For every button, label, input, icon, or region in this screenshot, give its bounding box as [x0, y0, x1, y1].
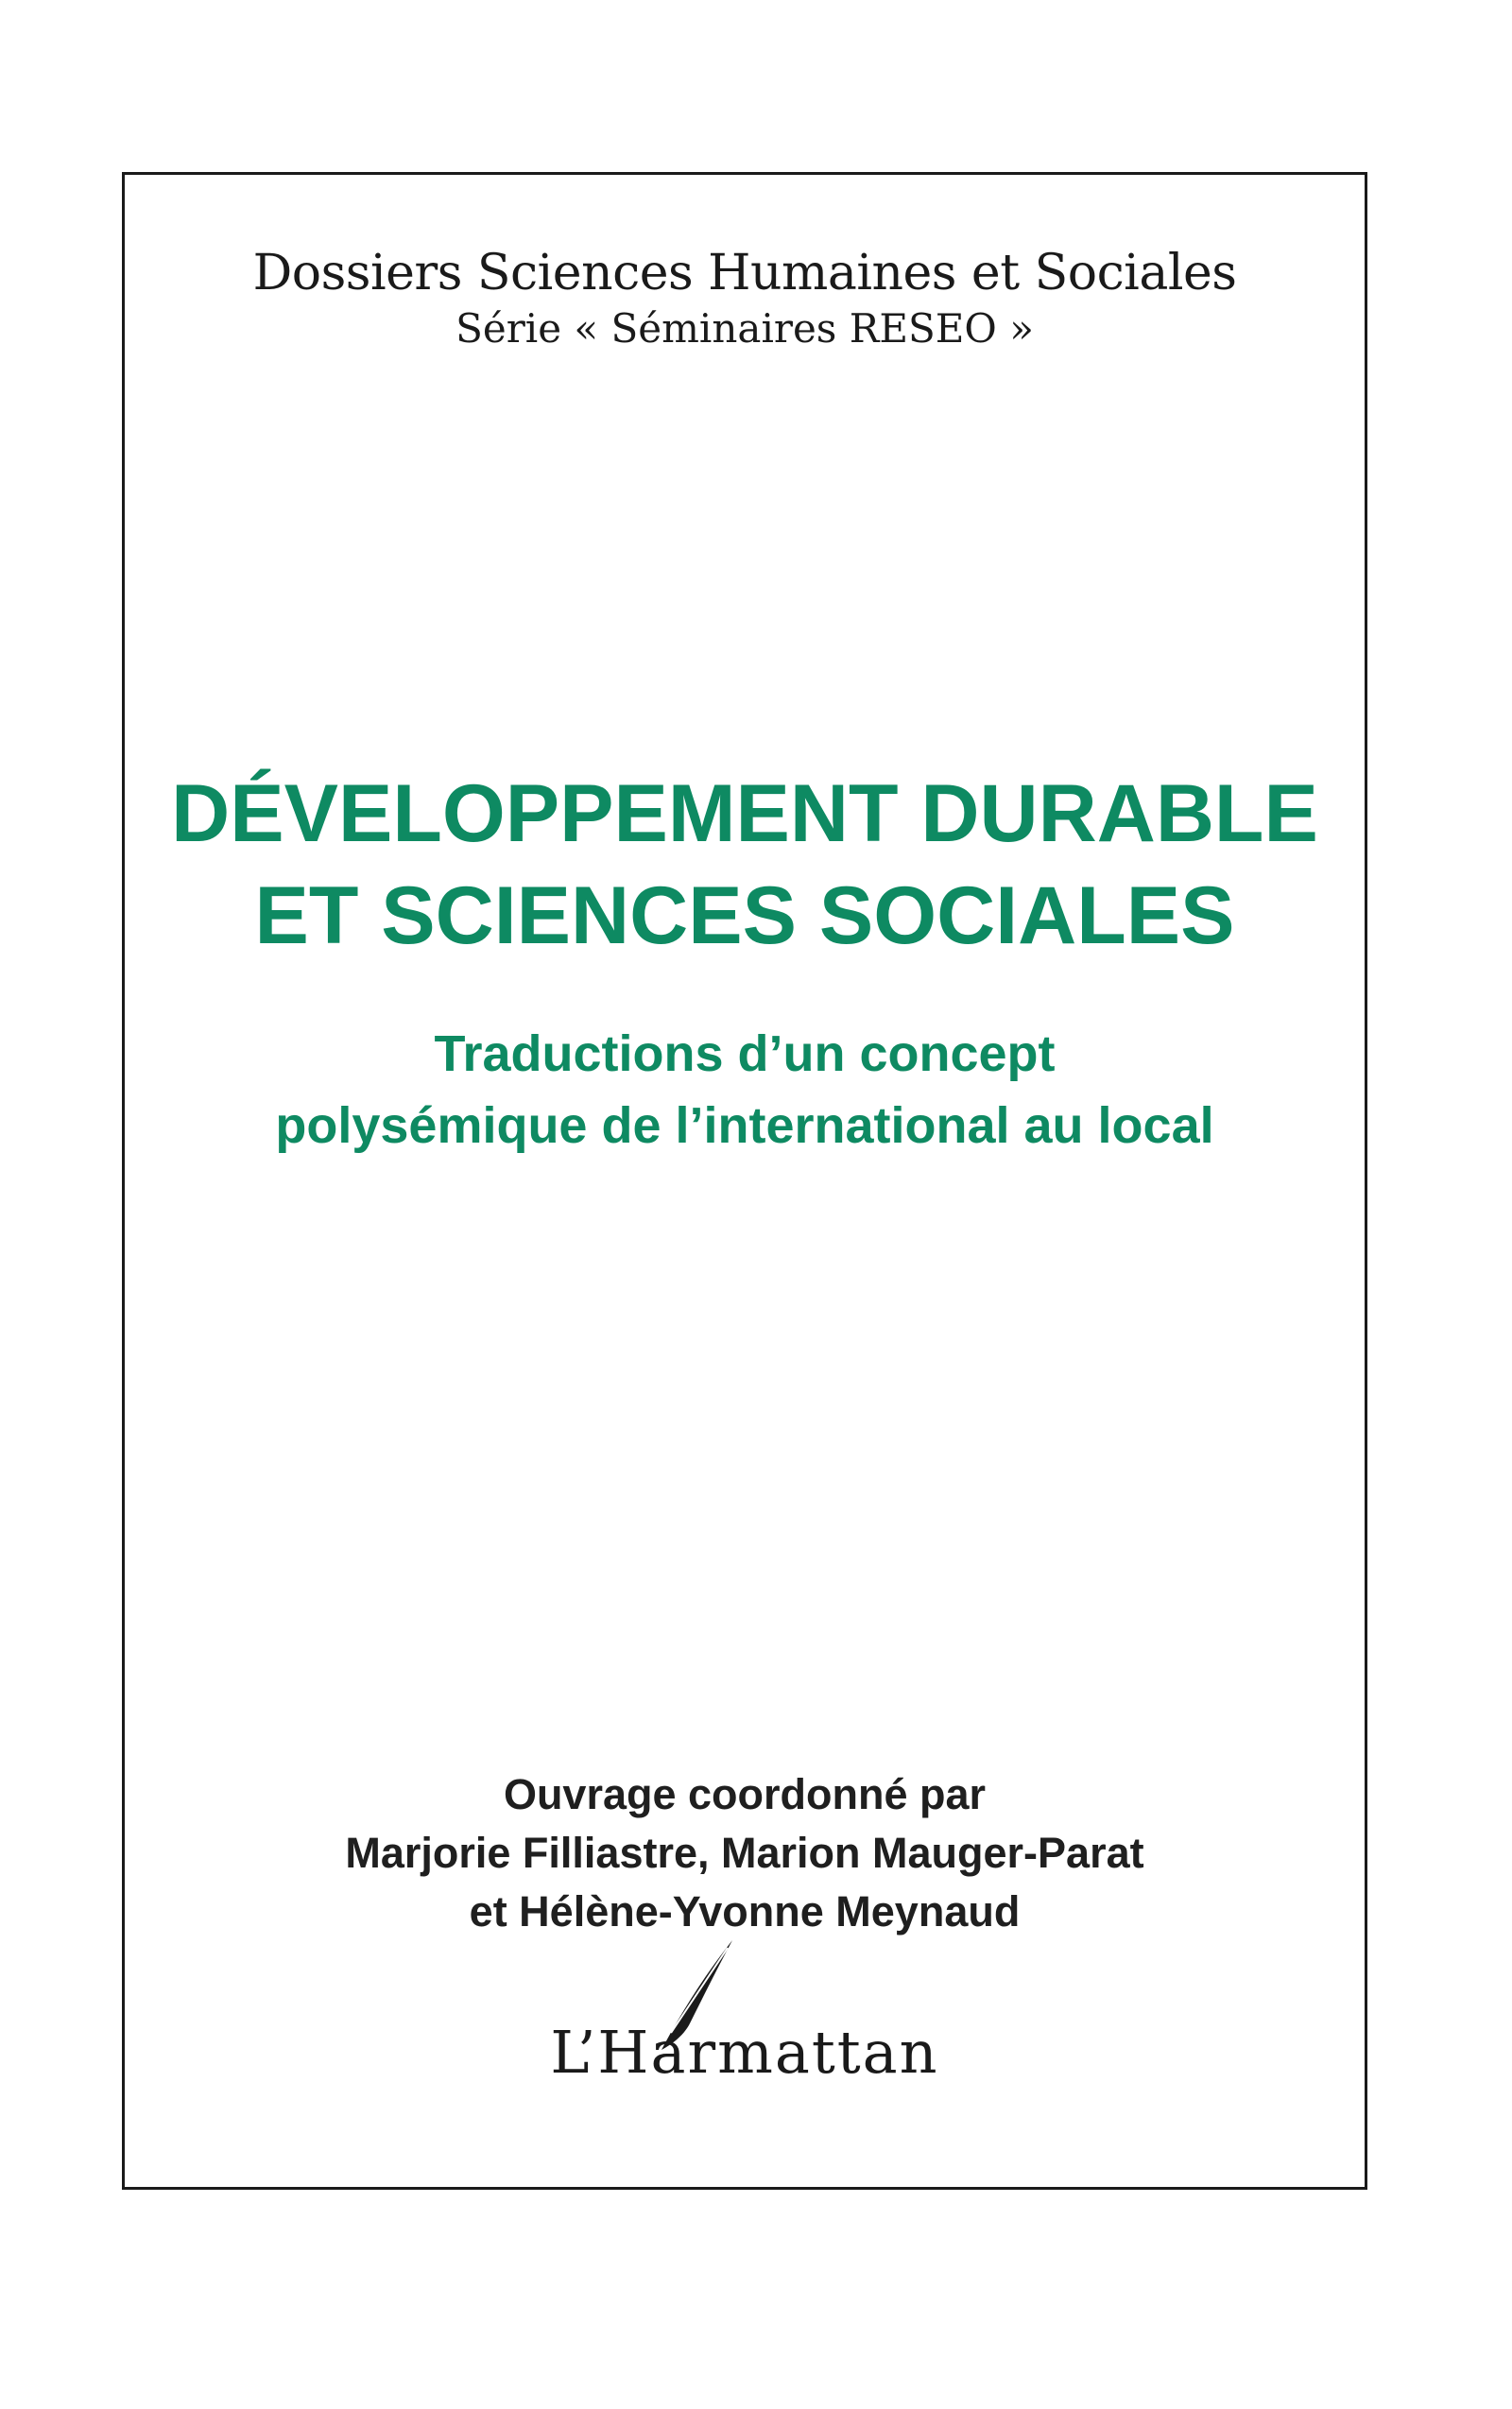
series-name: Dossiers Sciences Humaines et Sociales [252, 245, 1237, 301]
book-title-line: ET SCIENCES SOCIALES [254, 870, 1235, 961]
publisher-name: L’Harmattan [550, 2018, 939, 2087]
quill-icon [652, 1938, 737, 2052]
credit-line: Ouvrage coordonné par [503, 1770, 987, 1818]
book-title [125, 763, 1365, 967]
book-subtitle-line: Traductions d’un concept [434, 1025, 1056, 1082]
cover-frame [122, 172, 1367, 2190]
editors-credit [125, 1765, 1365, 1941]
credit-line: et Hélène-Yvonne Meynaud [469, 1887, 1021, 1936]
series-subtitle: Série « Séminaires RESEO » [455, 305, 1034, 352]
book-subtitle [125, 1018, 1365, 1161]
publisher-block [125, 2018, 1365, 2087]
book-title-line: DÉVELOPPEMENT DURABLE [171, 768, 1318, 859]
credit-line: Marjorie Filliastre, Marion Mauger-Parat [345, 1829, 1144, 1877]
book-subtitle-line: polysémique de l’international au local [275, 1097, 1214, 1154]
